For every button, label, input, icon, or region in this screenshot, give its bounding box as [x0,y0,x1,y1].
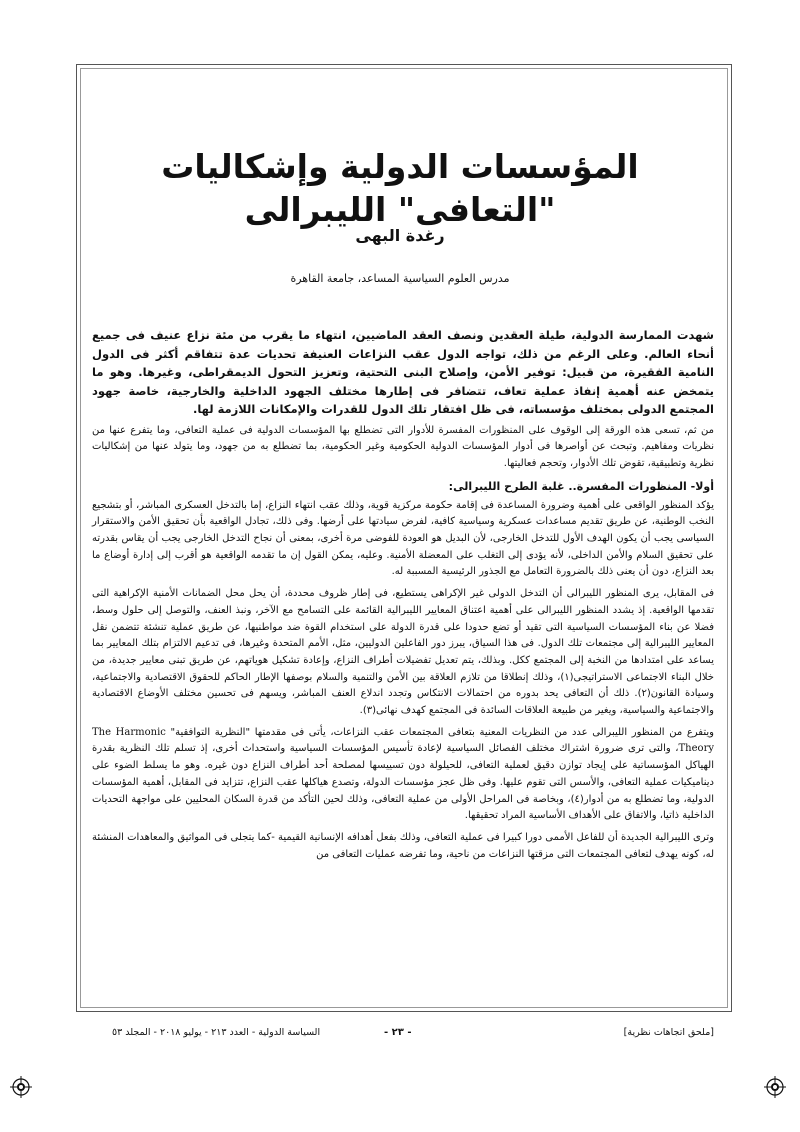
abstract-paragraph: شهدت الممارسة الدولية، طيلة العقدين ونصف العقد الماضيين، انتهاء ما يقرب من مئة نزاع عنيف فى جميع أنحاء العالم. وعلى الرغم من ذلك، تواجه الدول عقب النزاعات العنيفة تحديات عدة تتفاقم أكثر فى الدول النامية الفقيرة، من قبيل: توفير الأمن، وإصلاح البنى التحتية، وتعزيز التحول الديمقراطى، وغيرها. وهو ما يتمخض عنه أهمية إنفاذ عملية تعاف، تتضافر فى إطارها مختلف الجهود الداخلية والخارجية، خاصة جهود المجتمع الدولى بمختلف مؤسساته، فى ظل افتقار تلك الدول للقدرات والإمكانات اللازمة لها. [92,328,714,416]
article-title: المؤسسات الدولية وإشكاليات "التعافى" الليبرالى [161,147,639,229]
footer-section-label: [ملحق اتجاهات نظرية] [623,1027,714,1038]
page-footer [92,1027,714,1041]
body-paragraph-realism: يؤكد المنظور الواقعى على أهمية وضرورة المساعدة فى إقامة حكومة مركزية قوية، وذلك عقب انتهاء النزاع، إما بالتدخل العسكرى المباشر، أو بتشجيع النخب الوطنية، عن طريق تقديم مساعدات عسكرية وسياسية كافية، لفرض سيادتها على أرضها. وفى ذلك، تجادل الواقعية بأن تحقيق الأمن والاستقرار السياسى يجب أن يكون الهدف الأول للتدخل الخارجى، لأن البديل هو العودة للفوضى مرة أخرى، بمعنى أن نجاح التدخل الخارجى يجب أن يقاس بقدرته على تحقيق السلام والأمن الداخلى، لأنه يؤدى إلى التغلب على المعضلة الأمنية. وعليه، يمكن القول إن ما تقدمه الواقعية هو أقرب إلى إدارة أوضاع ما بعد النزاع، دون أن يعنى ذلك بالضرورة التعامل مع الجذور الرئيسية المسببة له. [92,499,714,578]
crosshair-registration-mark-icon [10,1076,32,1098]
author-name: رغدة البهى [355,226,445,245]
body-paragraph-neoliberalism: وترى الليبرالية الجديدة أن للفاعل الأممى دورا كبيرا فى عملية التعافى، وذلك بفعل أهدافه الإنسانية القيمية -كما يتجلى فى المواثيق والمعاهدات المنشئة له، كونه يهدف لتعافى المجتمعات التى مزقتها النزاعات من ناحية، وما تفرضه عمليات التعافى من [92,831,714,860]
intro-paragraph: من ثم، تسعى هذه الورقة إلى الوقوف على المنظورات المفسرة للأدوار التى تضطلع بها المؤسسات الدولية فى عملية التعافى، وما يتفرع عنها من نظريات ومفاهيم. وتبحث عن أواصرها فى أدوار المؤسسات الدولية الحكومية وغير الحكومية، بما تضطلع به من جهود، وما يتولد عنها من إشكاليات نظرية وتطبيقية، تقوض تلك الأدوار، وتحجم فعاليتها. [92,424,714,469]
crosshair-registration-mark-icon [764,1076,786,1098]
body-paragraph-liberalism: فى المقابل، يرى المنظور الليبرالى أن التدخل الدولى غير الإكراهى يستطيع، فى إطار ظروف محددة، أن يحل محل الضمانات الأمنية الإكراهية التى تقدمها الواقعية. إذ يشدد المنظور الليبرالى على أهمية اعتناق المعايير الليبرالية القائمة على التسامح مع الآخر، ونبذ العنف، والتوصل إلى حلول وسط، فضلا عن بناء المؤسسات السياسية التى تقيد أو تضع حدودا على قدرة الدولة على استخدام القوة ضد مواطنيها، عن طريق عملية تنشئة تتضمن نقل المعايير الليبرالية إلى مجتمعات تلك الدول. فى هذا السياق، يبرز دور الفاعلين الدوليين، مثل، الأمم المتحدة وغيرها، فى تدعيم الالتزام بتلك المعايير بما يساعد على امتدادها من النخبة إلى المجتمع ككل. وبذلك، يتم تعديل تفضيلات أطراف النزاع، وإعادة تشكيل هوياتهم، عن طريق تبنى معايير جديدة، من خلال البناء الاجتماعى الاستراتيجى(١)، وذلك إنطلاقا من تلازم العلاقة بين الأمن والتنمية والسلام بوصفها الإطار الحاكم للحقوق الاقتصادية والاجتماعية، وسيادة القانون(٢). ذلك أن التعافى يحد بدوره من احتمالات الانتكاس وتجدد اندلاع العنف المباشر، ويسهم فى تحسين مختلف الأوضاع الاقتصادية والاجتماعية والسياسية، ويغير من طبيعة العلاقات السائدة فى المجتمع كهدف نهائى(٣). [92,588,714,717]
harmonic-theory-lead-text: ويتفرع من المنظور الليبرالى عدد من النظريات المعنية بتعافى المجتمعات عقب النزاعات، يأتى فى مقدمتها "النظرية التوافقية" [170,726,714,738]
article-body [92,326,714,868]
author-affiliation: مدرس العلوم السياسية المساعد، جامعة القاهرة [290,272,510,285]
section-heading: أولا- المنظورات المفسرة.. غلبة الطرح الليبرالى: [448,479,714,493]
footer-page-number: - ٢٣ - [384,1027,412,1038]
harmonic-theory-remaining-text: ، والتى ترى ضرورة اشتراك مختلف الفصائل السياسية لإعادة تأسيس المؤسسات السياسية واستحداث أخرى، إذ تسلم تلك النظرية بقدرة الهياكل المؤسساتية على إيجاد توازن دقيق لعملية التعافى، للحيلولة دون تسييسها لمصلحة أحد أطراف النزاع دون غيره. وهو ما يسلط الضوء على ديناميكيات عملية التعافى، والأسس التى تقوم عليها. وفى ظل عجز مؤسسات الدولة، وتصدع هياكلها عقب النزاع، تتزايد فى المقابل، أهمية المؤسسات الدولية، وما تضطلع به من أدوار(٤)، وبخاصة فى المراحل الأولى من عملية التعافى، وذلك لحين التأكد من قدرة السكان المحليين على مواجهة التحديات الداخلية ذاتيا، والاتفاق على الأهداف الأساسية المراد تحقيقها. [92,743,715,822]
body-paragraph-harmonic-theory [92,725,714,825]
harmonic-theory-english-term: The Harmonic Theory [92,726,714,755]
footer-journal-info: السياسة الدولية - العدد ٢١٣ - يوليو ٢٠١٨ - المجلد ٥٣ [112,1027,321,1038]
